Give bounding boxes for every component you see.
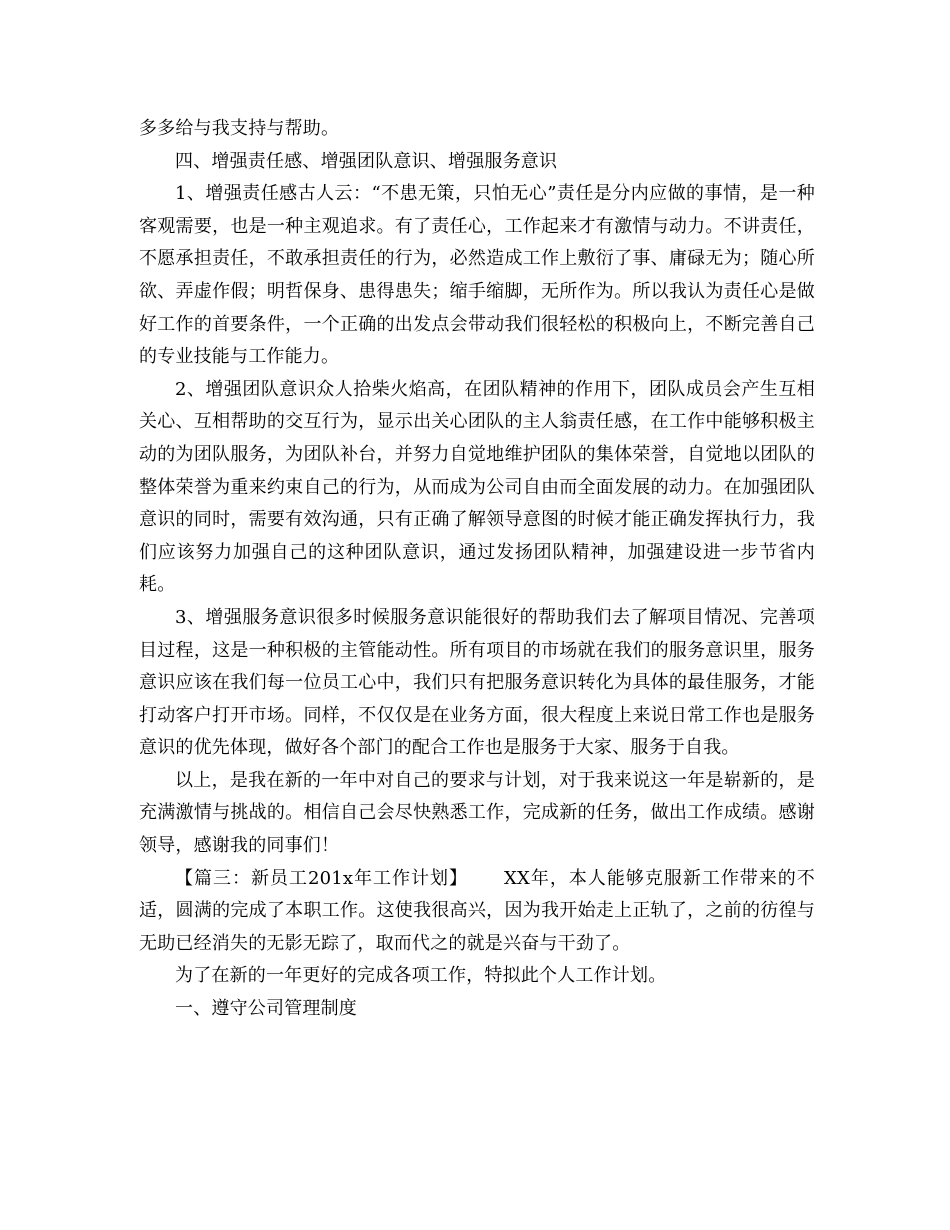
paragraph-service: 3、增强服务意识很多时候服务意识能很好的帮助我们去了解项目情况、完善项目过程，这是一种积极的主管能动性。所有项目的市场就在我们的服务意识里，服务意识应该在我们每一位员工心中，我们只有把服务意识转化为具体的最佳服务，才能打动客户打开市场。同样，不仅仅是在业务方面，很大程度上来说日常工作也是服务意识的优先体现，做好各个部门的配合工作也是服务于大家、服务于自我。 [139,606,815,759]
paragraph-plan-intro: 为了在新的一年更好的完成各项工作，特拟此个人工作计划。 [175,965,667,987]
paragraph-teamwork: 2、增强团队意识众人拾柴火焰高，在团队精神的作用下，团队成员会产生互相关心、互相帮助的交互行为，显示出关心团队的主人翁责任感，在工作中能够积极主动的为团队服务，为团队补台，并努力自觉地维护团队的集体荣誉，自觉地以团队的整体荣誉为重来约束自己的行为，从而成为公司自由而全面发展的动力。在加强团队意识的同时，需要有效沟通，只有正确了解领导意图的时候才能正确发挥执行力，我们应该努力加强自己的这种团队意识，通过发扬团队精神，加强建设进一步节省内耗。 [139,378,815,596]
section-heading-four: 四、增强责任感、增强团队意识、增强服务意识 [175,150,558,172]
paragraph-responsibility: 1、增强责任感古人云：“不患无策，只怕无心”责任是分内应做的事情，是一种客观需要，也是一种主观追求。有了责任心，工作起来才有激情与动力。不讲责任，不愿承担责任，不敢承担责任的行为，必然造成工作上敷衍了事、庸碌无为；随心所欲、弄虚作假；明哲保身、患得患失；缩手缩脚，无所作为。所以我认为责任心是做好工作的首要条件，一个正确的出发点会带动我们很轻松的积极向上，不断完善自己的专业技能与工作能力。 [139,183,815,368]
paragraph-closing-line: 多多给与我支持与帮助。 [139,118,340,139]
section-heading-one: 一、遵守公司管理制度 [175,998,357,1020]
paragraph-section-three [139,863,815,961]
section-three-body: XX年，本人能够克服新工作带来的不适，圆满的完成了本职工作。这使我很高兴，因为我开始走上正轨了，之前的彷徨与无助已经消失的无影无踪了，取而代之的就是兴奋与干劲了。 [139,867,815,954]
document-body [139,113,815,1026]
section-three-heading: 【篇三：新员工201x年工作计划】 [175,867,469,889]
paragraph-summary: 以上，是我在新的一年中对自己的要求与计划，对于我来说这一年是崭新的，是充满激情与挑战的。相信自己会尽快熟悉工作，完成新的任务，做出工作成绩。感谢领导，感谢我的同事们！ [139,769,815,857]
